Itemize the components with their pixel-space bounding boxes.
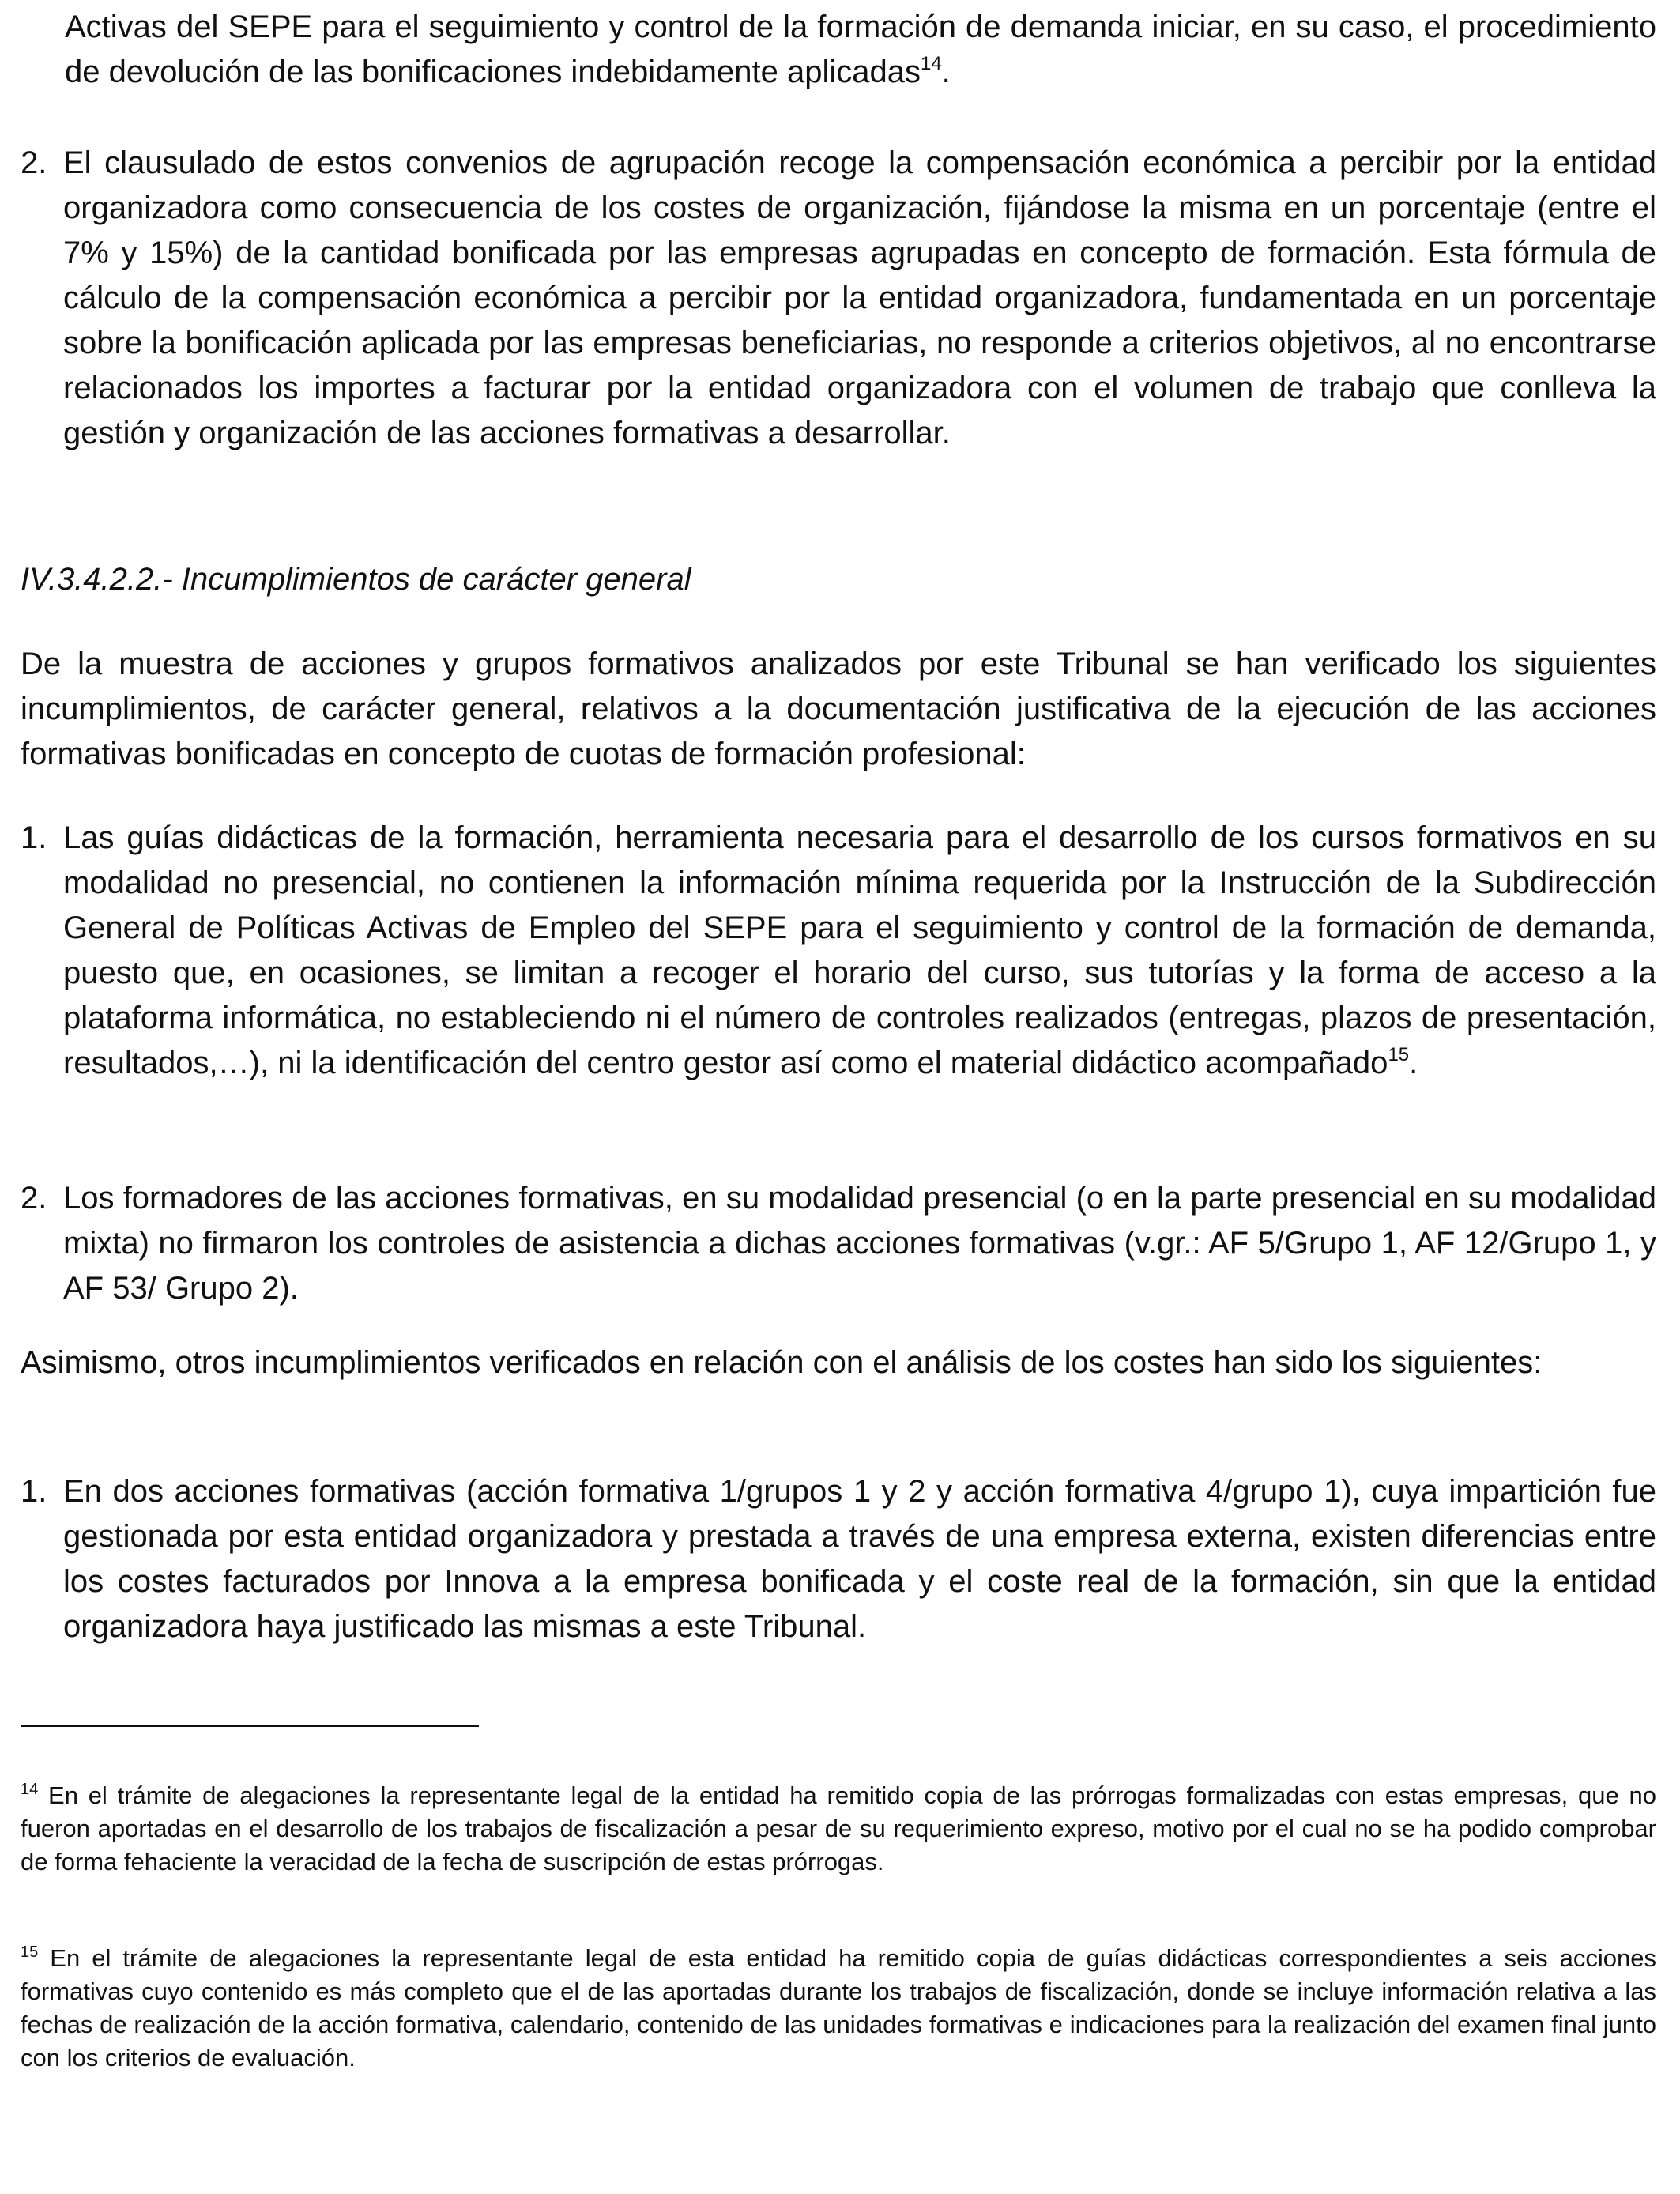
list-item: [21, 1469, 1656, 1649]
footnote-mark: 15: [21, 1943, 39, 1961]
list-item-number: 1.: [21, 820, 47, 855]
section-intro-paragraph: De la muestra de acciones y grupos formativos analizados por este Tribunal se han verificado los siguientes incumplimientos, de carácter general, relativos a la documentación justificativa de la ejecución de las acciones formativas bonificadas en concepto de cuotas de formación profesional:: [21, 647, 1656, 771]
footnote-ref-14[interactable]: 14: [920, 53, 942, 74]
list-item-number: 2.: [21, 145, 47, 180]
continued-paragraph-text: Activas del SEPE para el seguimiento y control de la formación de demanda iniciar, en su caso, el procedimiento de devolución de las bonificaciones indebidamente aplicadas: [65, 9, 1656, 89]
list-item-text: Las guías didácticas de la formación, herramienta necesaria para el desarrollo de los cursos formativos en su modalidad no presencial, no contienen la información mínima requerida por la Instrucción de la Subdirección General de Políticas Activas de Empleo del SEPE para el seguimiento y control de la formación de demanda, puesto que, en ocasiones, se limitan a recoger el horario del curso, sus tutorías y la forma de acceso a la plataforma informática, no estableciendo ni el número de controles realizados (entregas, plazos de presentación, resultados,…), ni la identificación del centro gestor así como el material didáctico acompañado$^{15}$.: [63, 820, 1656, 1080]
footnote-14: [21, 1779, 1656, 1879]
list-item-number: 2.: [21, 1181, 47, 1216]
list-item-text: El clausulado de estos convenios de agrupación recoge la compensación económica a percibir por la entidad organizadora como consecuencia de los costes de organización, fijándose la misma en un porcentaje (entre el 7% y 15%) de la cantidad bonificada por las empresas agrupadas en concepto de formación. Esta fórmula de cálculo de la compensación económica a percibir por la entidad organizadora, fundamentada en un porcentaje sobre la bonificación aplicada por las empresas beneficiarias, no responde a criterios objetivos, al no encontrarse relacionados los importes a facturar por la entidad organizadora con el volumen de trabajo que conlleva la gestión y organización de las acciones formativas a desarrollar.: [63, 145, 1656, 450]
list-item: [21, 816, 1656, 1086]
list-item-text: En dos acciones formativas (acción formativa 1/grupos 1 y 2 y acción formativa 4/grupo 1), cuya impartición fue gestionada por esta entidad organizadora y prestada a través de una empresa externa, existen diferencias entre los costes facturados por Innova a la empresa bonificada y el coste real de la formación, sin que la entidad organizadora haya justificado las mismas a este Tribunal.: [63, 1474, 1656, 1644]
section-heading: IV.3.4.2.2.- Incumplimientos de carácter general: [21, 562, 691, 597]
footnote-text: En el trámite de alegaciones la representante legal de la entidad ha remitido copia de las prórrogas formalizadas con estas empresas, que no fueron aportadas en el desarrollo de los trabajos de fiscalización a pesar de su requerimiento expreso, motivo por el cual no se ha podido comprobar de forma fehaciente la veracidad de la fecha de suscripción de estas prórrogas.: [21, 1781, 1656, 1875]
list-item: [21, 141, 1656, 456]
list-item-number: 1.: [21, 1474, 47, 1509]
continued-paragraph: Activas del SEPE para el seguimiento y control de la formación de demanda iniciar, en su caso, el procedimiento de devolución de las bonificaciones indebidamente aplicadas$^{14}$.: [65, 9, 1656, 89]
costs-intro-paragraph: Asimismo, otros incumplimientos verificados en relación con el análisis de los costes han sido los siguientes:: [21, 1345, 1543, 1380]
footnote-separator: [21, 1725, 479, 1727]
footnote-text: En el trámite de alegaciones la representante legal de esta entidad ha remitido copia de guías didácticas correspondientes a seis acciones formativas cuyo contenido es más completo que el de las aportadas durante los trabajos de fiscalización, donde se incluye información relativa a las fechas de realización de la acción formativa, calendario, contenido de las unidades formativas e indicaciones para la realización del examen final junto con los criterios de evaluación.: [21, 1944, 1656, 2071]
list-item: [21, 1176, 1656, 1311]
footnote-mark: 14: [21, 1781, 39, 1798]
footnote-ref-15[interactable]: 15: [1388, 1044, 1410, 1065]
list-item-text: Los formadores de las acciones formativas, en su modalidad presencial (o en la parte presencial en su modalidad mixta) no firmaron los controles de asistencia a dichas acciones formativas (v.gr.: AF 5/Grupo 1, AF 12/Grupo 1, y AF 53/ Grupo 2).: [63, 1181, 1656, 1306]
footnote-15: [21, 1942, 1656, 2075]
